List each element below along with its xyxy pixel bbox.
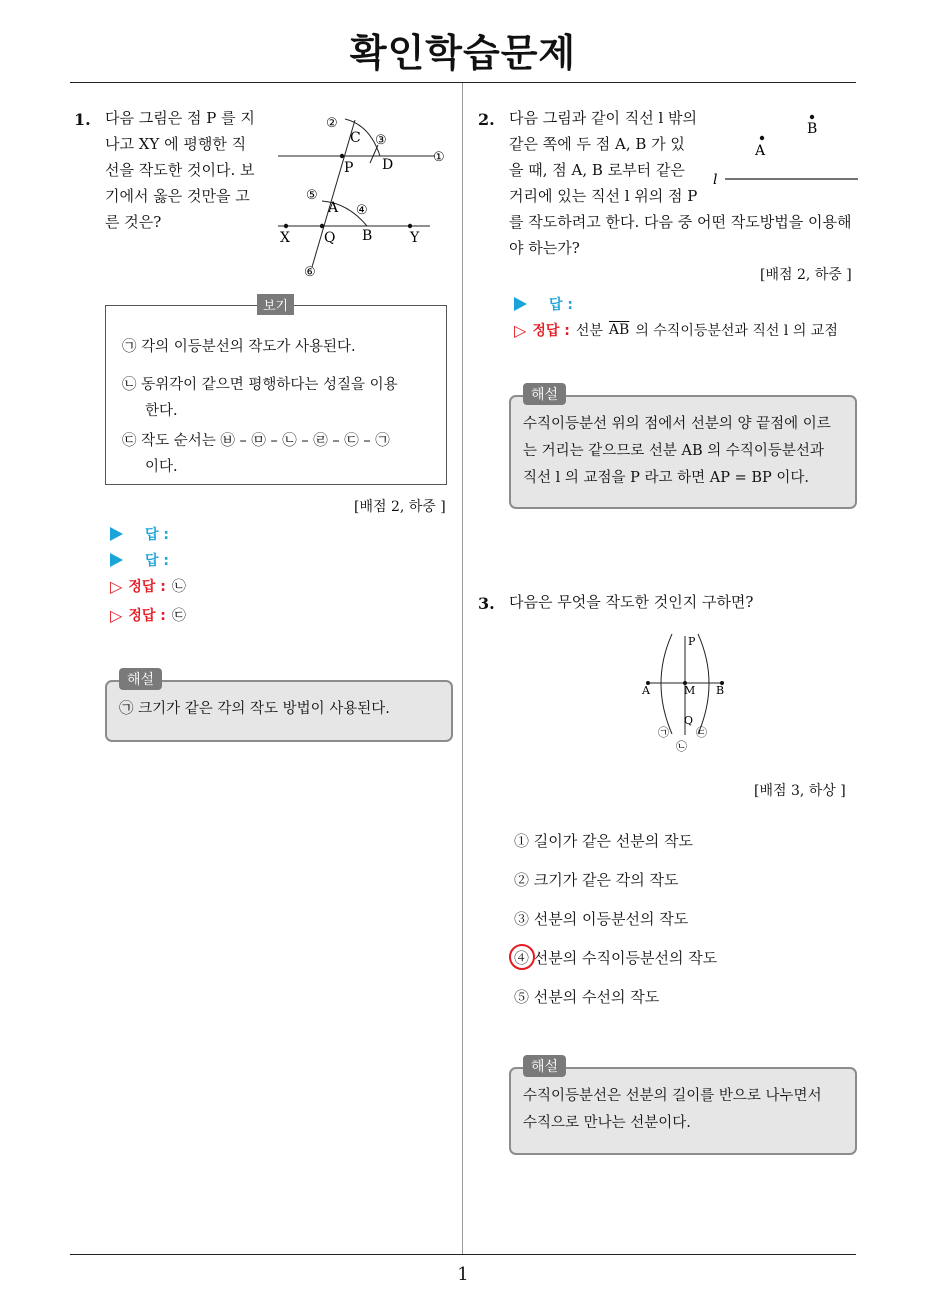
point-y (408, 224, 412, 228)
q1-text-line: 기에서 옳은 것만을 고 (105, 187, 250, 205)
answer-label: 답 : (145, 527, 169, 543)
q3-explanation-box (509, 1067, 857, 1155)
q3-figure (630, 630, 740, 755)
correct-value-pre: 선분 (575, 323, 603, 339)
q2-text-line: 같은 쪽에 두 점 A, B 가 있 (509, 135, 685, 153)
page-number: 1 (457, 1264, 469, 1285)
q2-figure (705, 105, 865, 190)
q3-choice-1[interactable]: ① 길이가 같은 선분의 작도 (514, 832, 693, 850)
q1-answer-1 (110, 524, 175, 544)
marker-3: ③ (375, 133, 387, 148)
bogi-item: ㉠ 각의 이등분선의 작도가 사용된다. (122, 339, 356, 355)
marker-2: ② (326, 116, 338, 131)
q1-explanation-text: ㉠ 크기가 같은 각의 작도 방법이 사용된다. (119, 701, 390, 717)
q2-text-line: 거리에 있는 직선 l 위의 점 P (509, 187, 698, 205)
label-m: M (684, 684, 696, 697)
q1-correct-2 (110, 605, 186, 625)
label-q: Q (324, 230, 336, 246)
marker-4: ④ (356, 203, 368, 218)
correct-label: 정답 : (128, 579, 166, 595)
label-p: P (688, 635, 696, 648)
correct-value-post: 의 수직이등분선과 직선 l 의 교점 (635, 323, 838, 339)
q2-explanation-line: 수직이등분선 위의 점에서 선분의 양 끝점에 이르 (523, 416, 831, 432)
q1-explanation-label: 해설 (119, 668, 162, 690)
q3-explanation-line: 수직으로 만나는 선분이다. (523, 1115, 691, 1131)
correct-value: ㉢ (171, 608, 186, 624)
q1-text-line: 나고 XY 에 평행한 직 (105, 135, 247, 153)
correct-value: ㉡ (171, 579, 186, 595)
q3-explanation-line: 수직이등분선은 선분의 길이를 반으로 나누면서 (523, 1088, 822, 1104)
q1-text (105, 105, 265, 235)
q1-number: 1. (74, 110, 91, 129)
selected-answer-circle-icon (509, 944, 535, 970)
point-b (810, 115, 814, 119)
bogi-item: ㉢ 작도 순서는 ㉥ – ㉤ – ㉡ – ㉣ – ㉢ – ㉠ (122, 433, 390, 449)
marker-ga: ㉠ (658, 726, 669, 739)
answer-arrow-icon (514, 297, 527, 311)
q2-correct (514, 320, 838, 340)
q2-text-line: 를 작도하려고 한다. 다음 중 어떤 작도방법을 이용해 (509, 213, 852, 231)
q3-choice-3[interactable]: ③ 선분의 이등분선의 작도 (514, 910, 689, 928)
label-q: Q (684, 714, 694, 727)
q2-explanation-line: 직선 l 의 교점을 P 라고 하면 AP = BP 이다. (523, 470, 809, 486)
q3-number: 3. (478, 594, 495, 613)
correct-label: 정답 : (532, 323, 570, 339)
point-q (320, 224, 324, 228)
marker-6: ⑥ (304, 265, 316, 280)
answer-label: 답 : (549, 297, 573, 313)
label-d: D (382, 157, 394, 173)
q2-text-line: 야 하는가? (509, 239, 580, 257)
q3-text: 다음은 무엇을 작도한 것인지 구하면? (509, 593, 754, 611)
top-rule (70, 82, 856, 83)
marker-1: ① (433, 150, 445, 165)
q1-correct-1 (110, 576, 186, 596)
arc-right (698, 634, 709, 734)
bogi-item: ㉡ 동위각이 같으면 평행하다는 성질을 이용 (122, 377, 398, 393)
label-b: B (716, 684, 725, 697)
q3-explanation-label: 해설 (523, 1055, 566, 1077)
q3-choice-5[interactable]: ⑤ 선분의 수선의 작도 (514, 988, 660, 1006)
bogi-item: 한다. (145, 403, 178, 419)
label-a: A (755, 143, 766, 159)
marker-da: ㉢ (696, 726, 707, 739)
q2-explanation-label: 해설 (523, 383, 566, 405)
label-l: l (713, 172, 718, 188)
label-p: P (344, 160, 354, 176)
bogi-label: 보기 (257, 294, 294, 315)
bogi-item: 이다. (145, 459, 178, 475)
correct-arrow-icon: ▷ (110, 605, 123, 625)
label-b: B (362, 228, 373, 244)
marker-5: ⑤ (306, 188, 318, 203)
point-a (760, 136, 764, 140)
correct-arrow-icon: ▷ (110, 576, 123, 596)
q2-explanation-line: 는 거리는 같으므로 선분 AB 의 수직이등분선과 (523, 443, 824, 459)
q1-text-line: 다음 그림은 점 P 를 지 (105, 109, 255, 127)
label-y: Y (410, 230, 420, 246)
answer-label: 답 : (145, 553, 169, 569)
label-c: C (350, 130, 361, 146)
q1-text-line: 선을 작도한 것이다. 보 (105, 161, 255, 179)
q2-answer (514, 294, 579, 314)
q2-text-line: 다음 그림과 같이 직선 l 밖의 (509, 109, 698, 127)
correct-arrow-icon: ▷ (514, 320, 527, 340)
answer-arrow-icon (110, 553, 123, 567)
column-divider (462, 83, 463, 1255)
point-x (284, 224, 288, 228)
q1-figure (270, 105, 460, 285)
bottom-rule (70, 1254, 856, 1255)
page-title: 확인학습문제 (349, 31, 577, 75)
q2-explanation-box (509, 395, 857, 509)
label-x: X (280, 230, 290, 246)
marker-na: ㉡ (676, 740, 687, 753)
q2-text-line: 을 때, 점 A, B 로부터 같은 (509, 161, 685, 179)
point-p (340, 154, 344, 158)
label-a: A (328, 200, 339, 216)
q2-number: 2. (478, 110, 495, 129)
answer-arrow-icon (110, 527, 123, 541)
correct-label: 정답 : (128, 608, 166, 624)
q3-choice-4[interactable]: ④ 선분의 수직이등분선의 작도 (514, 949, 718, 967)
q1-answer-2 (110, 550, 175, 570)
correct-segment: $\overline{AB}$ (608, 322, 630, 338)
q3-choice-2[interactable]: ② 크기가 같은 각의 작도 (514, 871, 679, 889)
q1-text-line: 른 것은? (105, 213, 162, 231)
q1-score: [배점 2, 하중 ] (354, 499, 446, 515)
q2-score: [배점 2, 하중 ] (760, 267, 852, 283)
label-b: B (807, 121, 818, 137)
label-a: A (642, 684, 650, 697)
q3-score: [배점 3, 하상 ] (754, 783, 846, 799)
arc-left (661, 634, 672, 734)
